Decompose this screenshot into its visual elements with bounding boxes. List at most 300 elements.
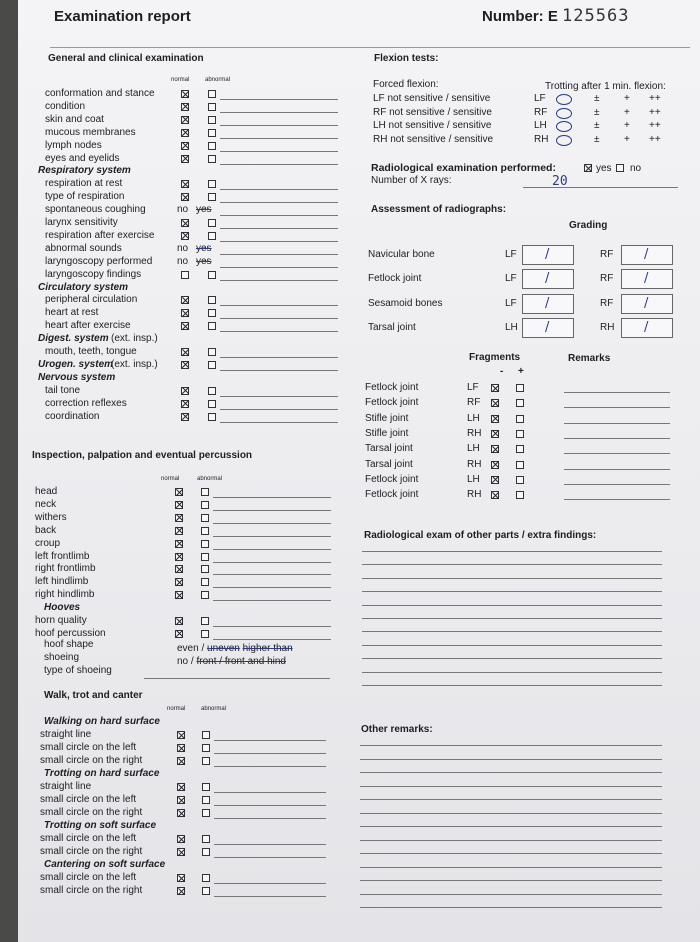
fragment-negative-checkbox[interactable] <box>491 461 499 469</box>
fragment-joint-label: Stifle joint <box>365 427 409 439</box>
normal-checkbox[interactable] <box>177 796 185 804</box>
subsection-heading: Cantering on soft surface <box>44 859 166 870</box>
checklist-item-label: peripheral circulation <box>45 294 138 306</box>
notes-line[interactable] <box>213 626 331 627</box>
flexion-score-plus[interactable]: + <box>624 106 630 118</box>
fragment-positive-checkbox[interactable] <box>516 461 524 469</box>
notes-line[interactable] <box>220 125 338 126</box>
fragment-negative-checkbox[interactable] <box>491 399 499 407</box>
fragment-joint-label: Fetlock joint <box>365 489 419 501</box>
assessment-right-leg: RF <box>600 273 614 285</box>
remarks-line[interactable] <box>360 799 662 800</box>
subsection-heading: Trotting on soft surface <box>44 820 157 831</box>
notes-line[interactable] <box>213 574 331 575</box>
notes-line[interactable] <box>220 112 338 113</box>
assessment-label: Navicular bone <box>368 249 435 260</box>
normal-checkbox[interactable] <box>177 783 185 791</box>
abnormal-checkbox[interactable] <box>201 540 209 548</box>
abnormal-checkbox[interactable] <box>208 232 216 240</box>
hoof-shape-even: even / <box>177 643 208 654</box>
abnormal-checkbox[interactable] <box>201 514 209 522</box>
normal-checkbox[interactable] <box>177 835 185 843</box>
flexion-negative-circled[interactable] <box>556 108 572 119</box>
normal-checkbox[interactable] <box>175 514 183 522</box>
notes-line[interactable] <box>214 792 326 793</box>
answer-yes-struck[interactable]: yes <box>196 242 212 254</box>
notes-line[interactable] <box>214 740 326 741</box>
remarks-line[interactable] <box>360 786 662 787</box>
abnormal-checkbox[interactable] <box>202 744 210 752</box>
normal-checkbox[interactable] <box>181 232 189 240</box>
fragment-negative-checkbox[interactable] <box>491 384 499 392</box>
normal-checkbox[interactable] <box>181 400 189 408</box>
flexion-score-pm[interactable]: ± <box>594 133 600 145</box>
subsection-note: (ext. insp.) <box>111 358 158 370</box>
fragment-positive-checkbox[interactable] <box>516 399 524 407</box>
abnormal-checkbox[interactable] <box>208 322 216 330</box>
grading-box-left[interactable] <box>522 294 574 314</box>
fragment-joint-label: Fetlock joint <box>365 382 419 393</box>
abnormal-checkbox[interactable] <box>208 180 216 188</box>
notes-line[interactable] <box>220 241 338 242</box>
fragment-negative-checkbox[interactable] <box>491 445 499 453</box>
remarks-line[interactable] <box>360 840 662 841</box>
fragment-remark-line[interactable] <box>564 469 670 470</box>
subsection-heading: Urogen. system <box>38 358 114 370</box>
extra-findings-line[interactable] <box>362 591 662 592</box>
extra-findings-line[interactable] <box>362 618 662 619</box>
normal-checkbox[interactable] <box>181 155 189 163</box>
remarks-line[interactable] <box>360 745 662 746</box>
grade-right-value: / <box>644 295 649 311</box>
fragment-positive-checkbox[interactable] <box>516 430 524 438</box>
answer-no[interactable]: no <box>177 255 189 267</box>
fragment-positive-checkbox[interactable] <box>516 415 524 423</box>
normal-checkbox[interactable] <box>181 142 189 150</box>
notes-line[interactable] <box>220 280 338 281</box>
flexion-negative-circled[interactable] <box>556 121 572 132</box>
hoof-shape-higher: higher than <box>242 643 293 654</box>
answer-yes-struck[interactable]: yes <box>196 255 212 267</box>
abnormal-checkbox[interactable] <box>208 413 216 421</box>
grading-box-right[interactable] <box>621 269 673 289</box>
normal-checkbox[interactable] <box>177 757 185 765</box>
abnormal-checkbox[interactable] <box>208 142 216 150</box>
normal-checkbox[interactable] <box>175 488 183 496</box>
flexion-test-label: RF not sensitive / sensitive <box>373 106 492 118</box>
normal-checkbox[interactable] <box>181 348 189 356</box>
fragment-leg: RH <box>467 458 482 470</box>
general-section-title: General and clinical examination <box>48 53 204 64</box>
normal-checkbox[interactable] <box>175 527 183 535</box>
grading-box-right[interactable] <box>621 318 673 338</box>
notes-line[interactable] <box>214 766 326 767</box>
abnormal-checkbox[interactable] <box>208 155 216 163</box>
abnormal-checkbox[interactable] <box>201 565 209 573</box>
other-parts-title: Radiological exam of other parts / extra findings: <box>364 530 597 541</box>
abnormal-checkbox[interactable] <box>208 348 216 356</box>
normal-checkbox[interactable] <box>175 630 183 638</box>
flexion-score-plusplus[interactable]: ++ <box>649 133 661 145</box>
abnormal-checkbox[interactable] <box>201 630 209 638</box>
notes-line[interactable] <box>214 883 326 884</box>
notes-line[interactable] <box>213 549 331 550</box>
remarks-line[interactable] <box>360 867 662 868</box>
general-col-abnormal: abnormal <box>205 77 231 83</box>
normal-checkbox[interactable] <box>175 540 183 548</box>
flexion-score-pm[interactable]: ± <box>594 106 600 118</box>
normal-checkbox[interactable] <box>181 413 189 421</box>
flexion-negative-circled[interactable] <box>556 135 572 146</box>
abnormal-checkbox[interactable] <box>208 193 216 201</box>
notes-line[interactable] <box>214 818 326 819</box>
extra-findings-line[interactable] <box>362 672 662 673</box>
shoeing-label: shoeing <box>44 652 80 663</box>
abnormal-checkbox[interactable] <box>208 103 216 111</box>
checklist-item-label: small circle on the left <box>40 794 137 805</box>
remarks-line[interactable] <box>360 880 662 881</box>
inspection-col-abnormal: abnormal <box>197 476 223 482</box>
remarks-line[interactable] <box>360 853 662 854</box>
fragment-negative-checkbox[interactable] <box>491 491 499 499</box>
answer-no[interactable]: no <box>177 242 189 254</box>
abnormal-checkbox[interactable] <box>208 361 216 369</box>
notes-line[interactable] <box>220 357 338 358</box>
notes-line[interactable] <box>220 318 338 319</box>
flexion-score-pm[interactable]: ± <box>594 120 600 132</box>
shoeing-options <box>177 656 286 667</box>
fragment-remark-line[interactable] <box>564 407 670 408</box>
fragment-remark-line[interactable] <box>564 423 670 424</box>
notes-line[interactable] <box>220 164 338 165</box>
trotting-after-label: Trotting after 1 min. flexion: <box>545 81 666 92</box>
flexion-test-label: RH not sensitive / sensitive <box>373 133 494 145</box>
checklist-item-label: mucous membranes <box>45 126 136 138</box>
normal-checkbox[interactable] <box>175 617 183 625</box>
fragment-remark-line[interactable] <box>564 453 670 454</box>
flexion-score-plusplus[interactable]: ++ <box>649 106 661 118</box>
notes-line[interactable] <box>213 523 331 524</box>
checklist-item-label: head <box>35 486 58 497</box>
remarks-line[interactable] <box>360 826 662 827</box>
assessment-label: Tarsal joint <box>368 322 416 334</box>
remarks-line[interactable] <box>360 813 662 814</box>
abnormal-checkbox[interactable] <box>202 809 210 817</box>
notes-line[interactable] <box>220 202 338 203</box>
subsection-heading: Nervous system <box>38 371 116 383</box>
type-of-shoeing-line[interactable] <box>144 678 330 679</box>
checklist-item-label: type of respiration <box>45 191 125 203</box>
checklist-item-label: horn quality <box>35 615 87 626</box>
abnormal-checkbox[interactable] <box>202 796 210 804</box>
forced-flexion-label: Forced flexion: <box>373 79 439 90</box>
flexion-score-plus[interactable]: + <box>624 133 630 145</box>
checklist-item-label: neck <box>35 498 57 510</box>
abnormal-checkbox[interactable] <box>201 591 209 599</box>
fragment-joint-label: Tarsal joint <box>365 443 413 455</box>
abnormal-checkbox[interactable] <box>201 488 209 496</box>
notes-line[interactable] <box>213 510 331 511</box>
abnormal-checkbox[interactable] <box>201 501 209 509</box>
normal-checkbox[interactable] <box>181 193 189 201</box>
fragment-remark-line[interactable] <box>564 392 670 393</box>
normal-checkbox[interactable] <box>177 887 185 895</box>
notes-line[interactable] <box>213 536 331 537</box>
normal-checkbox[interactable] <box>181 90 189 98</box>
checklist-item-label: spontaneous coughing <box>45 204 146 216</box>
fragment-positive-checkbox[interactable] <box>516 491 524 499</box>
checklist-item-label: small circle on the right <box>40 885 143 896</box>
abnormal-checkbox[interactable] <box>202 874 210 882</box>
number-label: Number: E <box>482 8 558 25</box>
abnormal-checkbox[interactable] <box>208 296 216 304</box>
abnormal-checkbox[interactable] <box>201 527 209 535</box>
grade-left-value: / <box>545 320 550 336</box>
radiological-yes-label: yes <box>596 163 612 174</box>
extra-findings-line[interactable] <box>362 645 662 646</box>
notes-line[interactable] <box>220 267 338 268</box>
notes-line[interactable] <box>220 189 338 190</box>
checklist-item-label: condition <box>45 100 86 112</box>
walk-section-title: Walk, trot and canter <box>44 690 143 701</box>
normal-checkbox[interactable] <box>177 744 185 752</box>
remarks-line[interactable] <box>360 907 662 908</box>
notes-line[interactable] <box>220 151 338 152</box>
grade-left-value: / <box>545 271 550 287</box>
assessment-left-leg: LF <box>505 297 517 309</box>
normal-checkbox[interactable] <box>175 501 183 509</box>
type-of-shoeing-label: type of shoeing <box>44 665 112 676</box>
abnormal-checkbox[interactable] <box>202 731 210 739</box>
assessment-title: Assessment of radiographs: <box>371 204 507 215</box>
notes-line[interactable] <box>220 331 338 332</box>
fragment-negative-checkbox[interactable] <box>491 430 499 438</box>
abnormal-checkbox[interactable] <box>202 835 210 843</box>
checklist-item-label: straight line <box>40 781 92 792</box>
assessment-label: Sesamoid bones <box>368 297 443 309</box>
abnormal-checkbox[interactable] <box>202 757 210 765</box>
radiological-no-label: no <box>630 163 642 174</box>
fragment-leg: LH <box>467 443 480 455</box>
checklist-item-label: lymph nodes <box>45 139 102 151</box>
notes-line[interactable] <box>220 396 338 397</box>
fragment-positive-checkbox[interactable] <box>516 476 524 484</box>
flexion-leg: RF <box>534 106 548 118</box>
fragment-remark-line[interactable] <box>564 484 670 485</box>
checklist-item-label: small circle on the left <box>40 872 137 883</box>
remarks-line[interactable] <box>360 759 662 760</box>
checklist-item-label: mouth, teeth, tongue <box>45 346 137 357</box>
normal-checkbox[interactable] <box>181 129 189 137</box>
normal-checkbox[interactable] <box>175 591 183 599</box>
normal-checkbox[interactable] <box>181 271 189 279</box>
notes-line[interactable] <box>213 639 331 640</box>
notes-line[interactable] <box>220 99 338 100</box>
abnormal-checkbox[interactable] <box>202 848 210 856</box>
checklist-item-label: coordination <box>45 410 100 422</box>
normal-checkbox[interactable] <box>177 874 185 882</box>
abnormal-checkbox[interactable] <box>208 387 216 395</box>
abnormal-checkbox[interactable] <box>202 783 210 791</box>
abnormal-checkbox[interactable] <box>208 271 216 279</box>
fragment-negative-checkbox[interactable] <box>491 476 499 484</box>
remarks-line[interactable] <box>360 894 662 895</box>
grading-box-right[interactable] <box>621 245 673 265</box>
notes-line[interactable] <box>220 305 338 306</box>
extra-findings-line[interactable] <box>362 658 662 659</box>
abnormal-checkbox[interactable] <box>208 116 216 124</box>
extra-findings-line[interactable] <box>362 605 662 606</box>
xrays-label: Number of X rays: <box>371 175 452 186</box>
normal-checkbox[interactable] <box>181 309 189 317</box>
normal-checkbox[interactable] <box>177 809 185 817</box>
notes-line[interactable] <box>214 753 326 754</box>
flexion-score-plus[interactable]: + <box>624 93 630 104</box>
normal-checkbox[interactable] <box>181 322 189 330</box>
checklist-item-label: small circle on the right <box>40 755 143 766</box>
form-title: Examination report <box>54 8 191 25</box>
extra-findings-line[interactable] <box>362 685 662 686</box>
abnormal-checkbox[interactable] <box>201 617 209 625</box>
notes-line[interactable] <box>214 805 326 806</box>
fragment-positive-checkbox[interactable] <box>516 445 524 453</box>
other-remarks-title: Other remarks: <box>361 724 433 735</box>
notes-line[interactable] <box>220 254 338 255</box>
normal-checkbox[interactable] <box>175 565 183 573</box>
subsection-heading: Respiratory system <box>38 165 131 177</box>
extra-findings-line[interactable] <box>362 578 662 579</box>
fragment-leg: LH <box>467 473 480 485</box>
flexion-section-title: Flexion tests: <box>374 53 439 64</box>
assessment-left-leg: LF <box>505 273 517 285</box>
grading-box-left[interactable] <box>522 318 574 338</box>
extra-findings-line[interactable] <box>362 564 662 565</box>
normal-checkbox[interactable] <box>181 103 189 111</box>
notes-line[interactable] <box>220 138 338 139</box>
assessment-right-leg: RH <box>600 322 615 334</box>
checklist-item-label: straight line <box>40 729 92 740</box>
checklist-item-label: respiration at rest <box>45 178 123 190</box>
normal-checkbox[interactable] <box>181 219 189 227</box>
assessment-right-leg: RF <box>600 297 614 309</box>
checklist-item-label: larynx sensitivity <box>45 217 118 228</box>
extra-findings-line[interactable] <box>362 631 662 632</box>
notes-line[interactable] <box>214 844 326 845</box>
remarks-line[interactable] <box>360 772 662 773</box>
notes-line[interactable] <box>220 409 338 410</box>
normal-checkbox[interactable] <box>181 116 189 124</box>
flexion-leg: LF <box>534 93 546 104</box>
fragment-negative-checkbox[interactable] <box>491 415 499 423</box>
notes-line[interactable] <box>220 370 338 371</box>
flexion-negative-circled[interactable] <box>556 94 572 105</box>
grade-left-value: / <box>545 295 550 311</box>
flexion-score-plusplus[interactable]: ++ <box>649 93 661 104</box>
fragment-remark-line[interactable] <box>564 499 670 500</box>
answer-no[interactable]: no <box>177 204 189 216</box>
subsection-note: (ext. insp.) <box>111 333 158 345</box>
notes-line[interactable] <box>220 215 338 216</box>
normal-checkbox[interactable] <box>181 361 189 369</box>
flexion-score-plus[interactable]: + <box>624 120 630 132</box>
fragment-remark-line[interactable] <box>564 438 670 439</box>
notes-line[interactable] <box>213 587 331 588</box>
flexion-leg: RH <box>534 133 549 145</box>
fragment-joint-label: Tarsal joint <box>365 458 413 470</box>
notes-line[interactable] <box>213 600 331 601</box>
abnormal-checkbox[interactable] <box>208 309 216 317</box>
flexion-test-label: LF not sensitive / sensitive <box>373 93 491 104</box>
checklist-item-label: right hindlimb <box>35 589 95 601</box>
subsection-heading: Trotting on hard surface <box>44 768 160 779</box>
notes-line[interactable] <box>213 562 331 563</box>
examination-form <box>18 0 700 942</box>
flexion-score-plusplus[interactable]: ++ <box>649 120 661 132</box>
grade-right-value: / <box>644 320 649 336</box>
notes-line[interactable] <box>220 228 338 229</box>
subsection-heading: Walking on hard surface <box>44 716 160 727</box>
answer-yes-struck[interactable]: yes <box>196 204 212 216</box>
abnormal-checkbox[interactable] <box>201 578 209 586</box>
normal-checkbox[interactable] <box>175 578 183 586</box>
checklist-item-label: back <box>35 524 57 536</box>
fragments-minus: - <box>500 366 504 377</box>
grading-label: Grading <box>569 220 608 231</box>
checklist-item-label: small circle on the left <box>40 742 137 753</box>
abnormal-checkbox[interactable] <box>208 129 216 137</box>
assessment-left-leg: LF <box>505 249 517 260</box>
grading-box-right[interactable] <box>621 294 673 314</box>
notes-line[interactable] <box>214 857 326 858</box>
xrays-value[interactable]: 20 <box>552 174 568 189</box>
extra-findings-line[interactable] <box>362 551 662 552</box>
inspection-col-normal: normal <box>161 476 180 482</box>
notes-line[interactable] <box>214 896 326 897</box>
abnormal-checkbox[interactable] <box>208 400 216 408</box>
checklist-item-label: heart after exercise <box>45 320 131 332</box>
checklist-item-label: hoof percussion <box>35 627 106 639</box>
fragment-positive-checkbox[interactable] <box>516 384 524 392</box>
normal-checkbox[interactable] <box>177 731 185 739</box>
abnormal-checkbox[interactable] <box>208 219 216 227</box>
grading-box-left[interactable] <box>522 269 574 289</box>
normal-checkbox[interactable] <box>181 180 189 188</box>
abnormal-checkbox[interactable] <box>202 887 210 895</box>
abnormal-checkbox[interactable] <box>208 90 216 98</box>
abnormal-checkbox[interactable] <box>201 553 209 561</box>
notes-line[interactable] <box>220 422 338 423</box>
grading-box-left[interactable] <box>522 245 574 265</box>
fragment-leg: LH <box>467 412 480 424</box>
normal-checkbox[interactable] <box>181 387 189 395</box>
normal-checkbox[interactable] <box>175 553 183 561</box>
normal-checkbox[interactable] <box>177 848 185 856</box>
shoeing-front: front / front and hind <box>196 656 286 667</box>
radiological-yes-checkbox[interactable] <box>584 164 592 172</box>
normal-checkbox[interactable] <box>181 296 189 304</box>
checklist-item-label: right frontlimb <box>35 563 96 575</box>
fragments-title: Fragments <box>469 352 521 363</box>
checklist-item-label: croup <box>35 537 61 549</box>
remarks-title: Remarks <box>568 353 611 364</box>
notes-line[interactable] <box>213 497 331 498</box>
fragment-joint-label: Stifle joint <box>365 412 409 424</box>
grade-left-value: / <box>545 247 550 262</box>
checklist-item-label: small circle on the right <box>40 807 143 818</box>
checklist-item-label: left hindlimb <box>35 576 89 588</box>
radiological-no-checkbox[interactable] <box>616 164 624 172</box>
flexion-score-pm[interactable]: ± <box>594 93 600 104</box>
